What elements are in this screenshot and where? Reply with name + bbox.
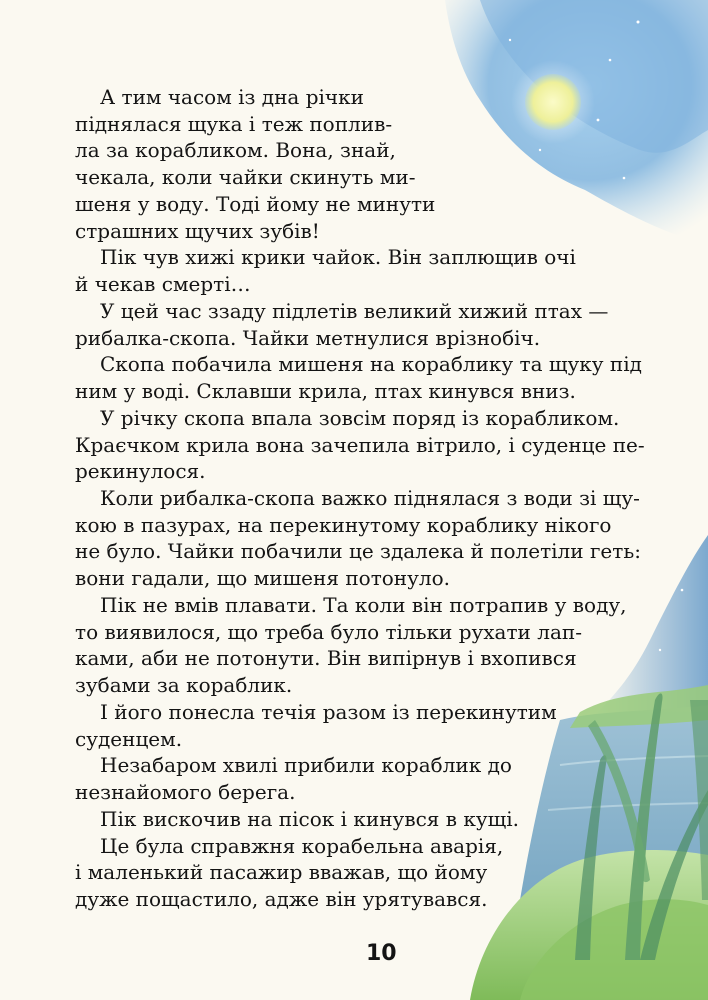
- text-line: Пік вискочив на пісок і кинувся в кущі.: [100, 806, 519, 831]
- text-line: то виявилося, що треба було тільки рухати лап-: [75, 619, 582, 644]
- text-line: дуже пощастило, адже він урятувався.: [75, 887, 488, 911]
- text-line: вони гадали, що мишеня потонуло.: [75, 566, 450, 591]
- text-line: Скопа побачила мишеня на кораблику та щуку під: [100, 352, 642, 377]
- text-line: чекала, коли чайки скинуть ми-: [75, 165, 416, 190]
- text-line: шеня у воду. Тоді йому не минути: [75, 191, 436, 216]
- text-line: зубами за кораблик.: [75, 673, 293, 698]
- text-line: рибалка-скопа. Чайки метнулися врізнобіч.: [75, 325, 541, 350]
- text-line: кою в пазурах, на перекинутому кораблику нікого: [75, 512, 612, 537]
- moon: [511, 60, 595, 144]
- text-line: піднялася щука і теж поплив-: [75, 111, 393, 136]
- text-line: А тим часом із дна річки: [100, 85, 364, 109]
- text-line: й чекав смерті…: [75, 272, 251, 297]
- text-line: незнайомого берега.: [75, 780, 296, 805]
- text-line: ками, аби не потонути. Він випірнув і вхопився: [75, 646, 577, 671]
- text-line: І його понесла течія разом із перекинутим: [100, 699, 557, 724]
- text-line: У цей час ззаду підлетів великий хижий птах —: [100, 298, 609, 323]
- text-line: Пік не вмів плавати. Та коли він потрапив у воду,: [100, 592, 627, 617]
- text-line: Краєчком крила вона зачепила вітрило, і суденце пе-: [75, 432, 645, 457]
- page-number: 10: [366, 941, 397, 966]
- text-line: Пік чув хижі крики чайок. Він заплющив очі: [100, 245, 576, 270]
- text-line: ла за корабликом. Вона, знай,: [75, 138, 396, 163]
- text-line: рекинулося.: [75, 459, 206, 484]
- text-line: Незабаром хвилі прибили кораблик до: [100, 753, 512, 778]
- text-line: Це була справжня корабельна аварія,: [100, 833, 504, 858]
- text-line: У річку скопа впала зовсім поряд із корабликом.: [100, 405, 620, 430]
- text-line: ним у воді. Склавши крила, птах кинувся вниз.: [75, 379, 576, 404]
- text-line: і маленький пасажир вважав, що йому: [75, 860, 488, 885]
- text-line: суденцем.: [75, 726, 183, 751]
- text-line: не було. Чайки побачили це здалека й полетіли геть:: [75, 539, 641, 564]
- text-line: страшних щучих зубів!: [75, 218, 320, 243]
- text-line: Коли рибалка-скопа важко піднялася з води зі щу-: [100, 486, 640, 510]
